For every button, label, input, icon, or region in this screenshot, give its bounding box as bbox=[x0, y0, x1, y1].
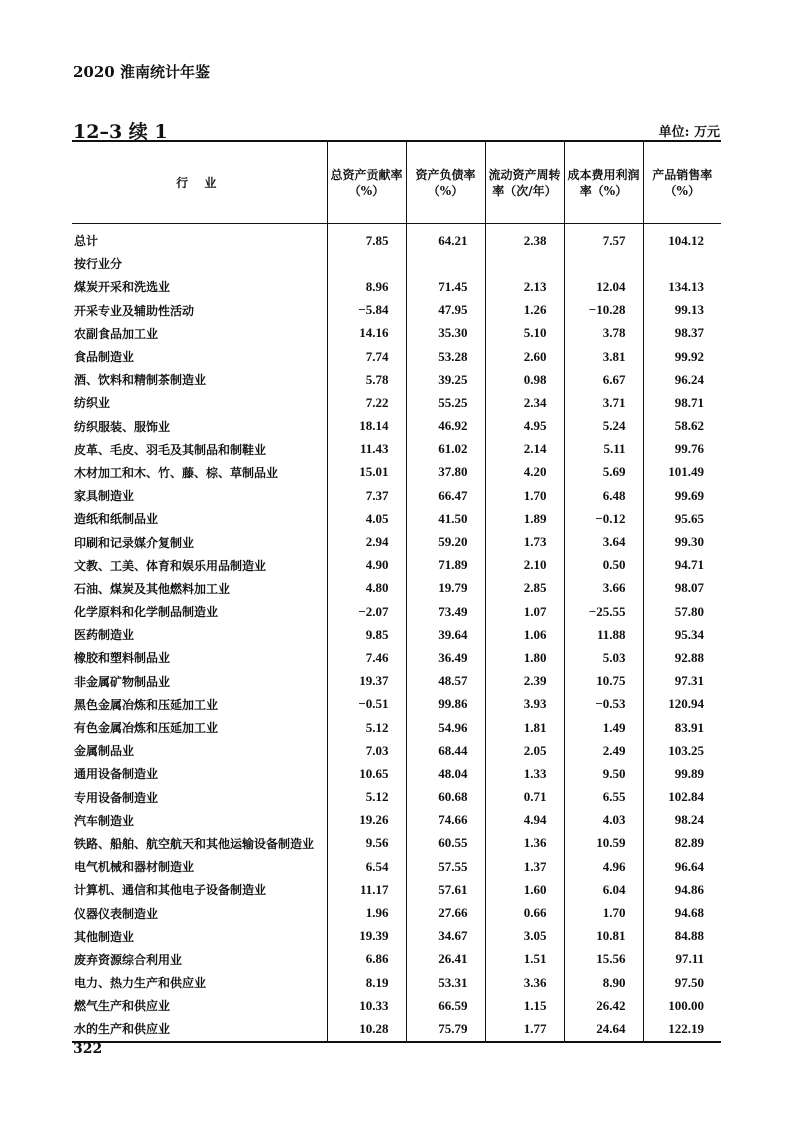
value-cell: 6.86 bbox=[327, 948, 406, 971]
value-cell bbox=[643, 252, 721, 275]
value-cell: 4.90 bbox=[327, 554, 406, 577]
value-cell: 10.59 bbox=[564, 832, 643, 855]
value-cell: 71.89 bbox=[406, 554, 485, 577]
value-cell: 9.85 bbox=[327, 623, 406, 646]
value-cell: 97.50 bbox=[643, 971, 721, 994]
value-cell: 1.89 bbox=[485, 507, 564, 530]
value-cell: 2.85 bbox=[485, 577, 564, 600]
industry-name-cell: 医药制造业 bbox=[74, 628, 135, 643]
value-cell: 2.14 bbox=[485, 438, 564, 461]
column-header-asset-contribution: 总资产贡献率（%） bbox=[327, 141, 406, 224]
value-cell: 104.12 bbox=[643, 229, 721, 252]
value-cell: 0.66 bbox=[485, 901, 564, 924]
value-cell: 8.19 bbox=[327, 971, 406, 994]
value-cell: 2.38 bbox=[485, 229, 564, 252]
value-cell: 6.67 bbox=[564, 368, 643, 391]
table-row bbox=[72, 809, 721, 832]
table-row bbox=[72, 391, 721, 414]
value-cell: 6.54 bbox=[327, 855, 406, 878]
table-row bbox=[72, 670, 721, 693]
value-cell: 26.41 bbox=[406, 948, 485, 971]
value-cell: 99.76 bbox=[643, 438, 721, 461]
value-cell: 1.36 bbox=[485, 832, 564, 855]
table-row bbox=[72, 322, 721, 345]
table-row bbox=[72, 994, 721, 1017]
value-cell: 7.46 bbox=[327, 646, 406, 669]
value-cell: 10.65 bbox=[327, 762, 406, 785]
industry-name-cell: 文教、工美、体育和娱乐用品制造业 bbox=[74, 558, 267, 573]
industry-name-cell: 电力、热力生产和供应业 bbox=[74, 976, 207, 991]
value-cell bbox=[406, 252, 485, 275]
value-cell: 66.47 bbox=[406, 484, 485, 507]
value-cell: 57.55 bbox=[406, 855, 485, 878]
value-cell: 99.86 bbox=[406, 693, 485, 716]
value-cell: 92.88 bbox=[643, 646, 721, 669]
table-row bbox=[72, 623, 721, 646]
value-cell: 96.64 bbox=[643, 855, 721, 878]
value-cell: 60.55 bbox=[406, 832, 485, 855]
value-cell: 15.56 bbox=[564, 948, 643, 971]
value-cell: 10.28 bbox=[327, 1017, 406, 1041]
value-cell: 2.05 bbox=[485, 739, 564, 762]
table-row bbox=[72, 229, 721, 252]
value-cell: 4.80 bbox=[327, 577, 406, 600]
value-cell: 34.67 bbox=[406, 925, 485, 948]
value-cell: 46.92 bbox=[406, 415, 485, 438]
industry-name-cell: 开采专业及辅助性活动 bbox=[74, 303, 195, 318]
column-header-turnover: 流动资产周转率（次/年） bbox=[485, 141, 564, 224]
value-cell: 1.80 bbox=[485, 646, 564, 669]
industry-name-cell: 农副食品加工业 bbox=[74, 326, 159, 341]
value-cell: 8.90 bbox=[564, 971, 643, 994]
industry-name-cell: 其他制造业 bbox=[74, 929, 135, 944]
value-cell: 37.80 bbox=[406, 461, 485, 484]
value-cell: 2.49 bbox=[564, 739, 643, 762]
industry-name-cell: 燃气生产和供应业 bbox=[74, 999, 171, 1014]
industry-name-cell: 非金属矿物制品业 bbox=[74, 674, 171, 689]
value-cell: 95.34 bbox=[643, 623, 721, 646]
industry-name-cell: 有色金属冶炼和压延加工业 bbox=[74, 721, 219, 736]
value-cell: −5.84 bbox=[327, 299, 406, 322]
value-cell: 10.33 bbox=[327, 994, 406, 1017]
value-cell: 5.12 bbox=[327, 786, 406, 809]
table-row bbox=[72, 275, 721, 298]
value-cell: 73.49 bbox=[406, 600, 485, 623]
value-cell: 3.81 bbox=[564, 345, 643, 368]
value-cell: 94.86 bbox=[643, 878, 721, 901]
value-cell: 120.94 bbox=[643, 693, 721, 716]
table-row bbox=[72, 925, 721, 948]
value-cell: 1.70 bbox=[485, 484, 564, 507]
value-cell: 2.94 bbox=[327, 530, 406, 553]
industry-name-cell: 黑色金属冶炼和压延加工业 bbox=[74, 697, 219, 712]
value-cell: 12.04 bbox=[564, 275, 643, 298]
industry-name-cell: 皮革、毛皮、羽毛及其制品和制鞋业 bbox=[74, 442, 267, 457]
value-cell: 3.93 bbox=[485, 693, 564, 716]
industry-name-cell: 汽车制造业 bbox=[74, 813, 135, 828]
industry-name-cell: 金属制品业 bbox=[74, 744, 135, 759]
value-cell: 7.85 bbox=[327, 229, 406, 252]
value-cell: 3.36 bbox=[485, 971, 564, 994]
table-id: 12–3 续 1 bbox=[73, 121, 168, 143]
value-cell: 5.24 bbox=[564, 415, 643, 438]
value-cell: 41.50 bbox=[406, 507, 485, 530]
value-cell: 19.26 bbox=[327, 809, 406, 832]
value-cell: 4.03 bbox=[564, 809, 643, 832]
value-cell: 1.49 bbox=[564, 716, 643, 739]
value-cell: 58.62 bbox=[643, 415, 721, 438]
table-row bbox=[72, 577, 721, 600]
value-cell: 8.96 bbox=[327, 275, 406, 298]
value-cell: 5.11 bbox=[564, 438, 643, 461]
value-cell: 10.81 bbox=[564, 925, 643, 948]
industry-name-cell: 总计 bbox=[74, 234, 99, 249]
value-cell: 100.00 bbox=[643, 994, 721, 1017]
table-row bbox=[72, 345, 721, 368]
value-cell: 82.89 bbox=[643, 832, 721, 855]
value-cell: 97.31 bbox=[643, 670, 721, 693]
table-row bbox=[72, 600, 721, 623]
table-row bbox=[72, 1017, 721, 1041]
table-row bbox=[72, 971, 721, 994]
table-row bbox=[72, 461, 721, 484]
value-cell: 4.96 bbox=[564, 855, 643, 878]
value-cell: 3.05 bbox=[485, 925, 564, 948]
value-cell: 57.80 bbox=[643, 600, 721, 623]
industry-name-cell: 石油、煤炭及其他燃料加工业 bbox=[74, 581, 231, 596]
table-row bbox=[72, 901, 721, 924]
value-cell: 101.49 bbox=[643, 461, 721, 484]
value-cell: 1.26 bbox=[485, 299, 564, 322]
value-cell: 6.04 bbox=[564, 878, 643, 901]
value-cell: 1.33 bbox=[485, 762, 564, 785]
value-cell: 54.96 bbox=[406, 716, 485, 739]
value-cell: −2.07 bbox=[327, 600, 406, 623]
value-cell: 1.07 bbox=[485, 600, 564, 623]
industry-name-cell: 水的生产和供应业 bbox=[72, 1017, 327, 1041]
value-cell: 2.13 bbox=[485, 275, 564, 298]
value-cell: 1.81 bbox=[485, 716, 564, 739]
table-row bbox=[72, 878, 721, 901]
value-cell: 0.71 bbox=[485, 786, 564, 809]
industry-name-cell: 纺织服装、服饰业 bbox=[74, 419, 171, 434]
column-header-debt-ratio: 资产负债率（%） bbox=[406, 141, 485, 224]
industry-name-cell: 化学原料和化学制品制造业 bbox=[74, 605, 219, 620]
value-cell: 0.98 bbox=[485, 368, 564, 391]
table-row bbox=[72, 762, 721, 785]
value-cell: 1.37 bbox=[485, 855, 564, 878]
value-cell: 1.60 bbox=[485, 878, 564, 901]
value-cell: 9.50 bbox=[564, 762, 643, 785]
value-cell: 18.14 bbox=[327, 415, 406, 438]
value-cell: 2.10 bbox=[485, 554, 564, 577]
value-cell: 7.74 bbox=[327, 345, 406, 368]
value-cell: 27.66 bbox=[406, 901, 485, 924]
value-cell: 7.22 bbox=[327, 391, 406, 414]
value-cell: 99.92 bbox=[643, 345, 721, 368]
value-cell: 53.31 bbox=[406, 971, 485, 994]
value-cell: 97.11 bbox=[643, 948, 721, 971]
value-cell: 2.60 bbox=[485, 345, 564, 368]
value-cell: 1.73 bbox=[485, 530, 564, 553]
value-cell: 47.95 bbox=[406, 299, 485, 322]
industry-name-cell: 电气机械和器材制造业 bbox=[74, 860, 195, 875]
value-cell: 71.45 bbox=[406, 275, 485, 298]
value-cell: 3.71 bbox=[564, 391, 643, 414]
value-cell: 4.05 bbox=[327, 507, 406, 530]
unit-label: 单位: 万元 bbox=[658, 125, 720, 140]
value-cell: 98.71 bbox=[643, 391, 721, 414]
industry-name-cell: 食品制造业 bbox=[74, 350, 135, 365]
value-cell: 102.84 bbox=[643, 786, 721, 809]
value-cell: 55.25 bbox=[406, 391, 485, 414]
value-cell: 98.07 bbox=[643, 577, 721, 600]
table-row bbox=[72, 693, 721, 716]
table-row bbox=[72, 646, 721, 669]
value-cell: 103.25 bbox=[643, 739, 721, 762]
value-cell: 48.04 bbox=[406, 762, 485, 785]
value-cell: 53.28 bbox=[406, 345, 485, 368]
value-cell: 61.02 bbox=[406, 438, 485, 461]
value-cell: 1.51 bbox=[485, 948, 564, 971]
table-row bbox=[72, 252, 721, 275]
value-cell: 0.50 bbox=[564, 554, 643, 577]
industry-name-cell: 煤炭开采和洗选业 bbox=[74, 280, 171, 295]
value-cell: 19.79 bbox=[406, 577, 485, 600]
value-cell bbox=[327, 252, 406, 275]
value-cell: 122.19 bbox=[643, 1017, 721, 1041]
column-header-industry: 行 业 bbox=[72, 141, 327, 224]
table-body bbox=[72, 224, 721, 1042]
value-cell: 39.25 bbox=[406, 368, 485, 391]
industry-name-cell: 家具制造业 bbox=[74, 489, 135, 504]
value-cell: 95.65 bbox=[643, 507, 721, 530]
value-cell: 7.03 bbox=[327, 739, 406, 762]
value-cell: 36.49 bbox=[406, 646, 485, 669]
value-cell: 5.69 bbox=[564, 461, 643, 484]
value-cell: 10.75 bbox=[564, 670, 643, 693]
value-cell: 14.16 bbox=[327, 322, 406, 345]
value-cell: 2.34 bbox=[485, 391, 564, 414]
industry-name-cell: 木材加工和木、竹、藤、棕、草制品业 bbox=[74, 465, 279, 480]
value-cell: 5.03 bbox=[564, 646, 643, 669]
value-cell: 99.89 bbox=[643, 762, 721, 785]
value-cell: 60.68 bbox=[406, 786, 485, 809]
value-cell: 66.59 bbox=[406, 994, 485, 1017]
table-row bbox=[72, 368, 721, 391]
value-cell: 64.21 bbox=[406, 229, 485, 252]
industry-name-cell: 仪器仪表制造业 bbox=[74, 906, 159, 921]
value-cell: 5.10 bbox=[485, 322, 564, 345]
value-cell: 75.79 bbox=[406, 1017, 485, 1041]
value-cell: 6.48 bbox=[564, 484, 643, 507]
value-cell: 19.37 bbox=[327, 670, 406, 693]
industry-name-cell: 印刷和记录媒介复制业 bbox=[74, 535, 195, 550]
value-cell: 2.39 bbox=[485, 670, 564, 693]
value-cell: 19.39 bbox=[327, 925, 406, 948]
industry-name-cell: 按行业分 bbox=[74, 257, 123, 272]
industry-name-cell: 废弃资源综合利用业 bbox=[74, 952, 183, 967]
value-cell: 1.70 bbox=[564, 901, 643, 924]
table-row bbox=[72, 415, 721, 438]
value-cell: 4.94 bbox=[485, 809, 564, 832]
value-cell: 5.12 bbox=[327, 716, 406, 739]
value-cell: 99.13 bbox=[643, 299, 721, 322]
value-cell: 11.88 bbox=[564, 623, 643, 646]
table-row bbox=[72, 948, 721, 971]
value-cell: 84.88 bbox=[643, 925, 721, 948]
industry-name-cell: 通用设备制造业 bbox=[74, 767, 159, 782]
value-cell: 4.20 bbox=[485, 461, 564, 484]
table-row bbox=[72, 786, 721, 809]
value-cell: 48.57 bbox=[406, 670, 485, 693]
value-cell: 1.06 bbox=[485, 623, 564, 646]
value-cell: 26.42 bbox=[564, 994, 643, 1017]
industry-name-cell: 造纸和纸制品业 bbox=[74, 512, 159, 527]
table-row bbox=[72, 855, 721, 878]
value-cell: 134.13 bbox=[643, 275, 721, 298]
value-cell: 74.66 bbox=[406, 809, 485, 832]
value-cell: 7.57 bbox=[564, 229, 643, 252]
value-cell: 3.66 bbox=[564, 577, 643, 600]
value-cell: −0.12 bbox=[564, 507, 643, 530]
book-title: 2020 淮南统计年鉴 bbox=[73, 63, 210, 81]
industry-name-cell: 酒、饮料和精制茶制造业 bbox=[74, 373, 207, 388]
value-cell: 99.69 bbox=[643, 484, 721, 507]
value-cell: 57.61 bbox=[406, 878, 485, 901]
table-row bbox=[72, 299, 721, 322]
value-cell: 98.24 bbox=[643, 809, 721, 832]
value-cell bbox=[485, 252, 564, 275]
value-cell: 94.71 bbox=[643, 554, 721, 577]
industry-name-cell: 计算机、通信和其他电子设备制造业 bbox=[74, 883, 267, 898]
value-cell: 3.64 bbox=[564, 530, 643, 553]
value-cell: 7.37 bbox=[327, 484, 406, 507]
industry-name-cell: 橡胶和塑料制品业 bbox=[74, 651, 171, 666]
value-cell: 1.96 bbox=[327, 901, 406, 924]
value-cell: 15.01 bbox=[327, 461, 406, 484]
table-row bbox=[72, 832, 721, 855]
value-cell: −0.51 bbox=[327, 693, 406, 716]
value-cell: −25.55 bbox=[564, 600, 643, 623]
value-cell: 11.43 bbox=[327, 438, 406, 461]
value-cell: −10.28 bbox=[564, 299, 643, 322]
value-cell: 24.64 bbox=[564, 1017, 643, 1041]
value-cell: 99.30 bbox=[643, 530, 721, 553]
table-row bbox=[72, 530, 721, 553]
table-header-row bbox=[72, 141, 721, 224]
value-cell: 4.95 bbox=[485, 415, 564, 438]
value-cell: 98.37 bbox=[643, 322, 721, 345]
statistics-table bbox=[72, 140, 721, 1043]
value-cell: 83.91 bbox=[643, 716, 721, 739]
column-header-profit-ratio: 成本费用利润率（%） bbox=[564, 141, 643, 224]
value-cell: 1.15 bbox=[485, 994, 564, 1017]
industry-name-cell: 纺织业 bbox=[74, 396, 111, 411]
industry-name-cell: 铁路、船舶、航空航天和其他运输设备制造业 bbox=[74, 836, 315, 851]
value-cell: 9.56 bbox=[327, 832, 406, 855]
value-cell: 3.78 bbox=[564, 322, 643, 345]
value-cell: 1.77 bbox=[485, 1017, 564, 1041]
table-row bbox=[72, 484, 721, 507]
value-cell: 11.17 bbox=[327, 878, 406, 901]
value-cell: 35.30 bbox=[406, 322, 485, 345]
table-row bbox=[72, 507, 721, 530]
value-cell: 5.78 bbox=[327, 368, 406, 391]
column-header-sales-ratio: 产品销售率（%） bbox=[643, 141, 721, 224]
value-cell: 39.64 bbox=[406, 623, 485, 646]
value-cell: 96.24 bbox=[643, 368, 721, 391]
value-cell: 68.44 bbox=[406, 739, 485, 762]
page-number: 322 bbox=[73, 1041, 103, 1057]
table-row bbox=[72, 554, 721, 577]
value-cell: 59.20 bbox=[406, 530, 485, 553]
table-row bbox=[72, 716, 721, 739]
value-cell: 94.68 bbox=[643, 901, 721, 924]
industry-name-cell: 专用设备制造业 bbox=[74, 790, 159, 805]
value-cell bbox=[564, 252, 643, 275]
value-cell: 6.55 bbox=[564, 786, 643, 809]
table-row bbox=[72, 739, 721, 762]
table-row bbox=[72, 438, 721, 461]
value-cell: −0.53 bbox=[564, 693, 643, 716]
